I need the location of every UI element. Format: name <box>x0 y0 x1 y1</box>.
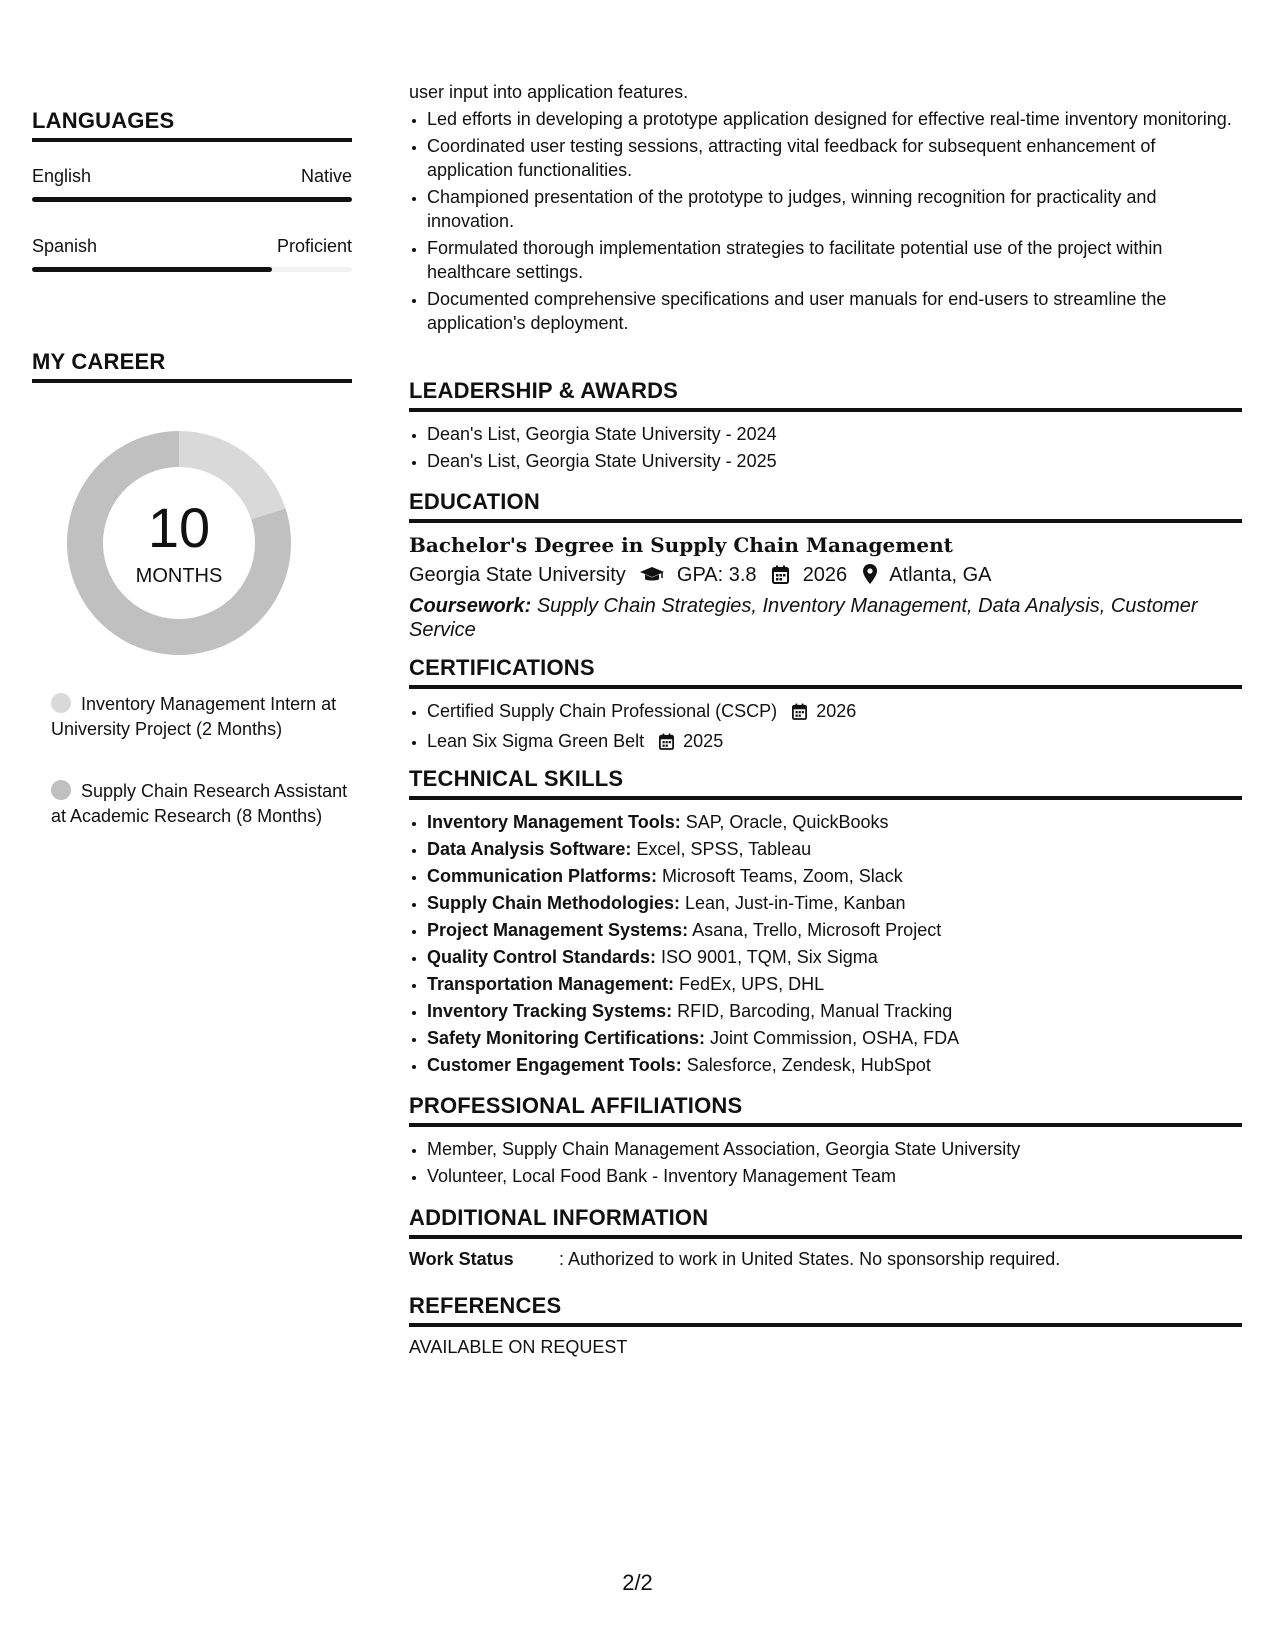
calendar-icon <box>659 732 674 756</box>
skill-item <box>427 864 1242 888</box>
gpa: GPA: 3.8 <box>676 564 757 586</box>
certification-item <box>427 699 1242 726</box>
legend-label: Supply Chain Research Assistant at Academic Research (8 Months) <box>51 781 348 826</box>
award-item: • Dean's List, Georgia State University - 2025 <box>427 449 1242 473</box>
education-heading: EDUCATION <box>409 489 1242 523</box>
skills-section <box>409 766 1242 1080</box>
affiliations-section <box>409 1093 1242 1191</box>
career-total-number: 10 <box>147 496 211 559</box>
references-section <box>409 1293 1242 1358</box>
skill-item <box>427 1026 1242 1050</box>
skill-value: Microsoft Teams, Zoom, Slack <box>662 866 903 886</box>
language-name: English <box>32 166 92 186</box>
skill-label: Safety Monitoring Certifications: <box>427 1028 706 1048</box>
award-item: • Dean's List, Georgia State University - 2024 <box>427 422 1242 446</box>
coursework-label: Coursework: <box>409 595 532 617</box>
skill-value: Lean, Just-in-Time, Kanban <box>685 893 906 913</box>
skill-value: FedEx, UPS, DHL <box>679 974 825 994</box>
skill-item <box>427 837 1242 861</box>
skill-label: Inventory Management Tools: <box>427 812 681 832</box>
skill-label: Communication Platforms: <box>427 866 658 886</box>
awards-section <box>409 378 1242 476</box>
education-section <box>409 489 1242 642</box>
calendar-icon <box>792 702 807 726</box>
career-donut-chart <box>66 430 292 656</box>
skill-value: Asana, Trello, Microsoft Project <box>692 920 942 940</box>
additional-info-section <box>409 1205 1242 1270</box>
language-proficiency-bar <box>32 267 352 272</box>
legend-label: Inventory Management Intern at University Project (2 Months) <box>51 694 337 739</box>
skill-value: RFID, Barcoding, Manual Tracking <box>677 1001 953 1021</box>
skill-item <box>427 918 1242 942</box>
coursework-list: Supply Chain Strategies, Inventory Management, Data Analysis, Customer Service <box>409 595 1198 641</box>
experience-bullet: • Coordinated user testing sessions, attracting vital feedback for subsequent enhancement of application functionalities. <box>427 134 1242 182</box>
skill-label: Quality Control Standards: <box>427 947 657 967</box>
skill-item <box>427 945 1242 969</box>
skill-item <box>427 1053 1242 1077</box>
experience-bullet: • Championed presentation of the prototype to judges, winning recognition for practicality and innovation. <box>427 185 1242 233</box>
language-proficiency-fill <box>32 197 352 202</box>
skills-list <box>409 810 1242 1077</box>
skill-value: SAP, Oracle, QuickBooks <box>685 812 889 832</box>
skill-label: Inventory Tracking Systems: <box>427 1001 673 1021</box>
affiliation-item: • Member, Supply Chain Management Association, Georgia State University <box>427 1137 1242 1161</box>
experience-bullet: • Led efforts in developing a prototype application designed for effective real-time inventory monitoring. <box>427 107 1242 131</box>
language-name: Spanish <box>32 236 98 256</box>
work-status-value: : Authorized to work in United States. No sponsorship required. <box>559 1249 1061 1269</box>
experience-bullet: • Documented comprehensive specifications and user manuals for end-users to streamline the application's deployment. <box>427 287 1242 335</box>
career-legend-item <box>51 692 351 742</box>
career-legend-item <box>51 779 351 829</box>
education-details <box>409 561 1242 592</box>
certification-name: Lean Six Sigma Green Belt <box>427 731 645 751</box>
skill-value: Salesforce, Zendesk, HubSpot <box>686 1055 931 1075</box>
work-status-row <box>409 1249 1242 1270</box>
experience-bullet: • Formulated thorough implementation strategies to facilitate potential use of the project within healthcare settings. <box>427 236 1242 284</box>
skill-value: Joint Commission, OSHA, FDA <box>710 1028 960 1048</box>
certifications-section <box>409 655 1242 759</box>
graduation-year: 2026 <box>802 564 848 586</box>
references-text: AVAILABLE ON REQUEST <box>409 1337 628 1357</box>
legend-swatch <box>51 780 71 800</box>
coursework <box>409 594 1242 642</box>
experience-lead-text: user input into application features. <box>409 82 689 102</box>
certification-year: 2026 <box>816 701 857 721</box>
language-level: Native <box>300 166 352 186</box>
languages-heading: LANGUAGES <box>32 108 352 142</box>
awards-heading: LEADERSHIP & AWARDS <box>409 378 1242 412</box>
skill-value: Excel, SPSS, Tableau <box>636 839 812 859</box>
degree-title: Bachelor's Degree in Supply Chain Management <box>409 533 953 557</box>
work-status-label: Work Status <box>409 1249 514 1269</box>
skill-value: ISO 9001, TQM, Six Sigma <box>661 947 878 967</box>
certifications-heading: CERTIFICATIONS <box>409 655 1242 689</box>
school-name: Georgia State University <box>409 564 626 586</box>
page-number: 2/2 <box>622 1570 653 1595</box>
skill-item <box>427 891 1242 915</box>
affiliations-heading: PROFESSIONAL AFFILIATIONS <box>409 1093 1242 1127</box>
graduation-cap-icon <box>639 564 665 592</box>
certification-item <box>427 729 1242 756</box>
additional-info-heading: ADDITIONAL INFORMATION <box>409 1205 1242 1239</box>
skill-label: Supply Chain Methodologies: <box>427 893 680 913</box>
skill-label: Project Management Systems: <box>427 920 689 940</box>
experience-bullets <box>409 107 1242 335</box>
language-english <box>32 166 352 202</box>
language-proficiency-fill <box>32 267 272 272</box>
skill-item <box>427 999 1242 1023</box>
certification-year: 2025 <box>683 731 724 751</box>
location-pin-icon <box>863 564 877 592</box>
language-level: Proficient <box>276 236 352 256</box>
skill-label: Transportation Management: <box>427 974 675 994</box>
references-heading: REFERENCES <box>409 1293 1242 1327</box>
certification-name: Certified Supply Chain Professional (CSCP) <box>427 701 778 721</box>
calendar-icon <box>772 564 789 592</box>
skill-label: Data Analysis Software: <box>427 839 632 859</box>
skill-item <box>427 972 1242 996</box>
affiliation-item: • Volunteer, Local Food Bank - Inventory Management Team <box>427 1164 1242 1188</box>
education-location: Atlanta, GA <box>889 564 992 586</box>
skills-heading: TECHNICAL SKILLS <box>409 766 1242 800</box>
career-total-unit: MONTHS <box>135 565 223 587</box>
experience-continued <box>409 80 1242 338</box>
legend-swatch <box>51 693 71 713</box>
career-heading: MY CAREER <box>32 349 352 383</box>
language-spanish <box>32 236 352 272</box>
skill-label: Customer Engagement Tools: <box>427 1055 682 1075</box>
skill-item <box>427 810 1242 834</box>
language-proficiency-bar <box>32 197 352 202</box>
